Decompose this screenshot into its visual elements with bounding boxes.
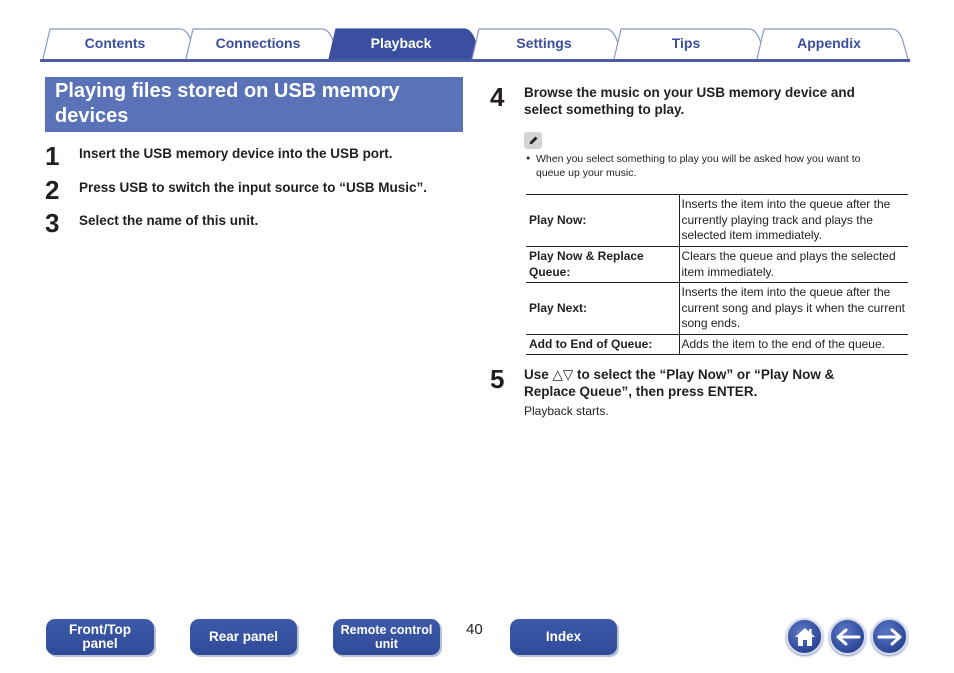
option-name: Play Next: [526,283,679,335]
remote-control-unit-button[interactable] [333,619,440,655]
tab-appendix[interactable]: Appendix [797,34,861,51]
table-row [526,195,908,247]
pencil-icon [524,132,542,149]
back-button[interactable] [829,618,866,655]
option-description: Adds the item to the end of the queue. [679,335,908,355]
step-text: Select the name of this unit. [79,213,259,228]
step-4 [490,84,910,118]
rear-panel-label: Rear panel [208,629,279,644]
step-2 [45,177,427,203]
step-3 [45,210,258,236]
note-line-2: queue up your music. [536,167,637,179]
table-row [526,247,908,283]
home-button[interactable] [786,618,823,655]
step-number: 1 [45,141,60,171]
front-top-panel-label: Front/Top panel [69,622,131,651]
option-description: Inserts the item into the queue after the current song and plays it when the current song ends. [679,283,908,335]
tab-contents[interactable]: Contents [84,34,146,51]
table-row [526,335,908,355]
forward-button[interactable] [871,618,908,655]
index-button[interactable] [510,619,617,655]
tab-settings[interactable]: Settings [516,34,572,51]
step-text: Press USB to switch the input source to “USB Music”. [79,180,428,195]
step-5-result: Playback starts. [524,404,609,418]
front-top-panel-button[interactable] [46,619,154,655]
tab-tips[interactable]: Tips [671,34,701,51]
tab-underline [40,59,910,62]
step-5 [490,366,910,400]
tab-bar [40,26,910,62]
options-table [526,194,908,355]
tab-connections[interactable]: Connections [215,34,301,51]
home-icon [793,626,817,648]
step-text: Insert the USB memory device into the USB port. [79,146,393,161]
tab-playback[interactable]: Playback [370,34,432,51]
step-text: Browse the music on your USB memory device and select something to play. [524,85,855,117]
option-name: Play Now: [526,195,679,247]
arrow-right-icon [877,627,903,647]
index-label: Index [545,629,582,644]
table-row [526,283,908,335]
page-number: 40 [466,621,483,638]
note-text [526,152,896,180]
arrow-left-icon [835,627,861,647]
step-1 [45,143,393,169]
bullet: ● [526,155,531,162]
step-number: 3 [45,208,60,238]
page-title: Playing files stored on USB memory devices [45,77,463,132]
rear-panel-button[interactable] [190,619,297,655]
option-description: Inserts the item into the queue after the currently playing track and plays the selected item immediately. [679,195,908,247]
option-description: Clears the queue and plays the selected item immediately. [679,247,908,283]
step-text: Use △▽ to select the “Play Now” or “Play Now & Replace Queue”, then press ENTER. [524,367,835,399]
option-name: Play Now & Replace Queue: [526,247,679,283]
note-line-1: When you select something to play you will be asked how you want to [536,153,861,165]
step-number: 4 [490,82,505,112]
step-number: 5 [490,364,505,394]
remote-control-unit-label: Remote control unit [340,623,433,651]
step-number: 2 [45,175,60,205]
option-name: Add to End of Queue: [526,335,679,355]
